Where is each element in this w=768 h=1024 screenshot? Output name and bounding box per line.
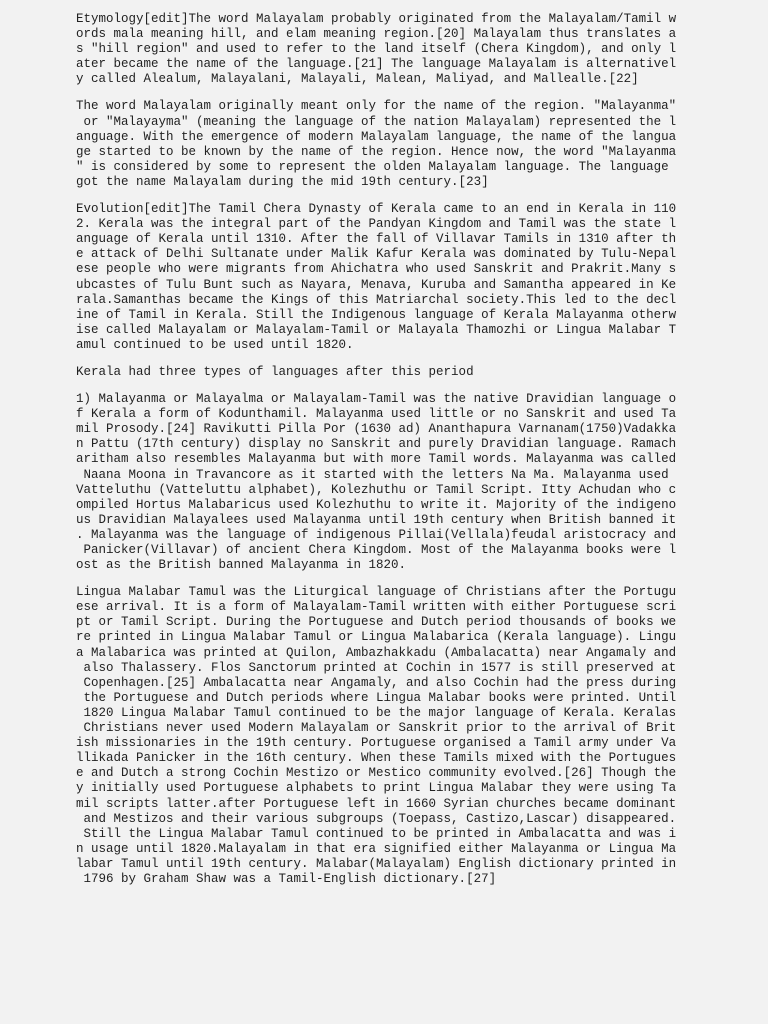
text-line: ords mala meaning hill, and elam meaning region.[20] Malayalam thus translates a (76, 27, 676, 42)
text-line: anguage of Kerala until 1310. After the fall of Villavar Tamils in 1310 after th (76, 232, 676, 247)
text-line: Lingua Malabar Tamul was the Liturgical language of Christians after the Portugu (76, 585, 676, 600)
languages-intro-paragraph (76, 365, 676, 380)
text-line: pt or Tamil Script. During the Portuguese and Dutch period thousands of books we (76, 615, 676, 630)
document-page (76, 12, 676, 899)
text-line: the Portuguese and Dutch periods where Lingua Malabar books were printed. Until (76, 690, 676, 705)
text-line: anguage. With the emergence of modern Malayalam language, the name of the langua (76, 129, 676, 144)
text-line: f Kerala a form of Kodunthamil. Malayanma used little or no Sanskrit and used Ta (76, 407, 676, 422)
text-line: Panicker(Villavar) of ancient Chera Kingdom. Most of the Malayanma books were l (76, 543, 676, 557)
text-line: The word Malayalam originally meant only for the name of the region. "Malayanma" (76, 99, 676, 114)
text-line: n Pattu (17th century) display no Sanskrit and purely Dravidian language. Ramach (76, 437, 676, 452)
text-line: mil scripts latter.after Portuguese left in 1660 Syrian churches became dominant (76, 796, 676, 811)
text-line: y called Alealum, Malayalani, Malayali, Malean, Maliyad, and Mallealle.[22] (76, 72, 639, 87)
text-line: also Thalassery. Flos Sanctorum printed at Cochin in 1577 is still preserved at (76, 660, 676, 675)
text-line: ubcastes of Tulu Bunt such as Nayara, Menava, Kuruba and Samantha appeared in Ke (76, 277, 676, 292)
text-line: or "Malayayma" (meaning the language of the nation Malayalam) represented the l (76, 114, 676, 129)
text-line: ese people who were migrants from Ahichatra who used Sanskrit and Prakrit.Many s (76, 262, 676, 277)
text-line: ater became the name of the language.[21] The language Malayalam is alternativel (76, 57, 676, 72)
text-line: re printed in Lingua Malabar Tamul or Lingua Malabarica (Kerala language). Lingu (76, 630, 676, 645)
text-line: Evolution[edit]The Tamil Chera Dynasty of Kerala came to an end in Kerala in 110 (76, 202, 676, 217)
name-origin-paragraph (76, 99, 676, 190)
malayanma-paragraph (76, 392, 676, 573)
text-line: mil Prosody.[24] Ravikutti Pilla Por (1630 ad) Ananthapura Varnanam(1750)Vadakka (76, 422, 676, 437)
text-line: Still the Lingua Malabar Tamul continued to be printed in Ambalacatta and was i (76, 826, 676, 841)
text-line: 1820 Lingua Malabar Tamul continued to be the major language of Kerala. Keralas (76, 705, 676, 720)
text-line: Christians never used Modern Malayalam or Sanskrit prior to the arrival of Brit (76, 721, 676, 736)
text-line: ese arrival. It is a form of Malayalam-Tamil written with either Portuguese scri (76, 600, 676, 615)
text-line: n usage until 1820.Malayalam in that era signified either Malayanma or Lingua Ma (76, 841, 676, 856)
text-line: Etymology[edit]The word Malayalam probably originated from the Malayalam/Tamil w (76, 12, 676, 26)
text-line: ge started to be known by the name of the region. Hence now, the word "Malayanma (76, 144, 676, 159)
text-line: Naana Moona in Travancore as it started with the letters Na Ma. Malayanma used (76, 467, 669, 482)
text-line: labar Tamul until 19th century. Malabar(Malayalam) English dictionary printed in (76, 856, 676, 871)
text-line: . Malayanma was the language of indigenous Pillai(Vellala)feudal aristocracy and (76, 527, 676, 542)
text-line: e and Dutch a strong Cochin Mestizo or Mestico community evolved.[26] Though the (76, 766, 676, 781)
text-line: and Mestizos and their various subgroups (Toepass, Castizo,Lascar) disappeared. (76, 811, 676, 826)
text-line: ish missionaries in the 19th century. Portuguese organised a Tamil army under Va (76, 736, 676, 751)
text-line: 1) Malayanma or Malayalma or Malayalam-Tamil was the native Dravidian language o (76, 392, 676, 407)
text-line: ost as the British banned Malayanma in 1820. (76, 558, 407, 573)
text-line: ine of Tamil in Kerala. Still the Indigenous language of Kerala Malayanma otherw (76, 307, 676, 322)
text-line: llikada Panicker in the 16th century. When these Tamils mixed with the Portugues (76, 751, 676, 766)
text-line: us Dravidian Malayalees used Malayanma until 19th century when British banned it (76, 512, 676, 527)
text-line: " is considered by some to represent the olden Malayalam language. The language (76, 159, 669, 174)
text-line: ompiled Hortus Malabaricus used Kolezhuthu to write it. Majority of the indigeno (76, 497, 676, 512)
text-line: Kerala had three types of languages after this period (76, 364, 474, 379)
text-line: 2. Kerala was the integral part of the Pandyan Kingdom and Tamil was the state l (76, 217, 676, 232)
text-line: s "hill region" and used to refer to the land itself (Chera Kingdom), and only l (76, 42, 676, 57)
text-line: Vatteluthu (Vatteluttu alphabet), Kolezhuthu or Tamil Script. Itty Achudan who c (76, 482, 676, 497)
text-line: amul continued to be used until 1820. (76, 337, 354, 352)
text-line: a Malabarica was printed at Quilon, Ambazhakkadu (Ambalacatta) near Angamaly and (76, 645, 676, 660)
lingua-malabar-paragraph (76, 585, 676, 887)
text-line: ise called Malayalam or Malayalam-Tamil or Malayala Thamozhi or Lingua Malabar T (76, 322, 676, 337)
text-line: aritham also resembles Malayanma but with more Tamil words. Malayanma was called (76, 452, 676, 467)
text-line: e attack of Delhi Sultanate under Malik Kafur Kerala was dominated by Tulu-Nepal (76, 247, 676, 262)
etymology-paragraph (76, 12, 676, 87)
text-line: 1796 by Graham Shaw was a Tamil-English dictionary.[27] (76, 871, 497, 886)
text-line: y initially used Portuguese alphabets to print Lingua Malabar they were using Ta (76, 781, 676, 796)
text-line: got the name Malayalam during the mid 19th century.[23] (76, 174, 489, 189)
evolution-paragraph (76, 202, 676, 353)
text-line: rala.Samanthas became the Kings of this Matriarchal society.This led to the decl (76, 292, 676, 307)
text-line: Copenhagen.[25] Ambalacatta near Angamaly, and also Cochin had the press during (76, 675, 676, 690)
